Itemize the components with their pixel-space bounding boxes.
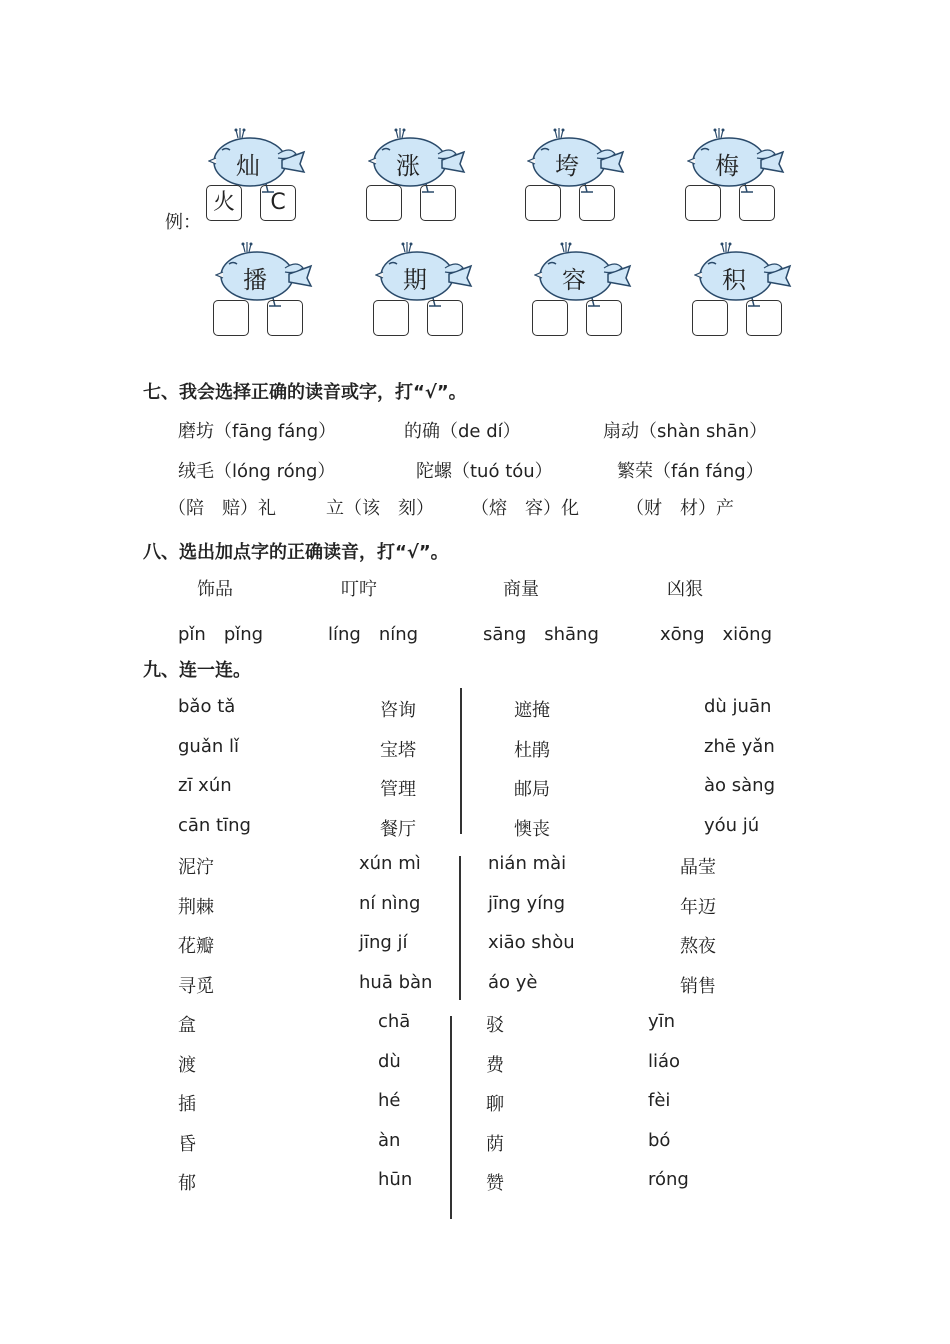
s7-item[interactable]: （陪 赔）礼 [168, 498, 276, 519]
bird-character: 积 [722, 266, 746, 294]
match-item[interactable]: dù [378, 1050, 401, 1072]
s7-item[interactable]: 立（该 刻） [326, 498, 434, 519]
answer-box[interactable] [213, 300, 249, 336]
answer-box[interactable] [427, 300, 463, 336]
match-item[interactable]: 寻觅 [178, 975, 214, 997]
s7-item[interactable]: （熔 容）化 [471, 498, 579, 519]
section7-title: 七、我会选择正确的读音或字，打“√”。 [143, 382, 467, 403]
match-item[interactable]: jīng yíng [488, 892, 566, 914]
match-item[interactable]: 赞 [486, 1173, 504, 1194]
match-item[interactable]: dù juān [704, 696, 772, 717]
match-item[interactable]: 泥泞 [178, 857, 214, 878]
s7-item[interactable]: 繁荣（fán fáng） [617, 461, 764, 482]
match-item[interactable]: róng [648, 1169, 689, 1190]
match-item[interactable]: chā [378, 1011, 411, 1032]
s8-word: 凶狠 [667, 579, 703, 600]
match-item[interactable]: áo yè [488, 971, 538, 993]
match-item[interactable]: 咨询 [380, 700, 416, 721]
match-item[interactable]: 熬夜 [680, 936, 716, 957]
s8-word: 叮咛 [341, 579, 377, 600]
divider-line [459, 856, 461, 1000]
match-item[interactable]: nián mài [488, 853, 567, 874]
match-item[interactable]: cān tīng [178, 814, 251, 836]
answer-box[interactable] [746, 300, 782, 336]
match-item[interactable]: liáo [648, 1050, 681, 1072]
section8-title: 八、选出加点字的正确读音，打“√”。 [143, 542, 449, 563]
match-item[interactable]: xiāo shòu [488, 932, 575, 953]
answer-box[interactable] [366, 185, 402, 221]
s7-item[interactable]: 陀螺（tuó tóu） [416, 461, 553, 482]
answer-box[interactable]: 火 [206, 185, 242, 221]
match-item[interactable]: ní nìng [359, 892, 421, 914]
s7-item[interactable]: 扇动（shàn shān） [603, 421, 768, 442]
match-item[interactable]: 花瓣 [178, 936, 214, 957]
s8-word: 商量 [503, 579, 539, 600]
s7-item[interactable]: 的确（de dí） [404, 421, 521, 442]
match-item[interactable]: bǎo tǎ [178, 696, 236, 717]
match-item[interactable]: 懊丧 [514, 818, 550, 840]
match-item[interactable]: 郁 [178, 1173, 196, 1194]
match-item[interactable]: xún mì [359, 853, 421, 874]
match-item[interactable]: 聊 [486, 1094, 504, 1115]
match-item[interactable]: 餐厅 [380, 818, 416, 840]
answer-box[interactable] [739, 185, 775, 221]
match-item[interactable]: 昏 [178, 1133, 196, 1155]
s7-item[interactable]: 绒毛（lóng róng） [178, 461, 336, 482]
answer-box[interactable] [267, 300, 303, 336]
match-item[interactable]: zhē yǎn [704, 735, 775, 757]
section9-title: 九、连一连。 [143, 660, 251, 681]
match-item[interactable]: 荫 [486, 1133, 504, 1155]
match-item[interactable]: 盒 [178, 1015, 196, 1036]
match-item[interactable]: bó [648, 1129, 671, 1151]
s8-pinyin[interactable]: líng níng [328, 624, 419, 645]
s8-pinyin[interactable]: sāng shāng [483, 624, 599, 645]
divider-line [460, 688, 462, 834]
answer-box[interactable] [586, 300, 622, 336]
s7-item[interactable]: （财 材）产 [626, 498, 734, 519]
match-item[interactable]: 年迈 [680, 896, 716, 918]
bird-character: 梅 [715, 152, 739, 180]
match-item[interactable]: guǎn lǐ [178, 735, 239, 757]
bird-character: 期 [403, 266, 427, 294]
answer-box[interactable] [685, 185, 721, 221]
match-item[interactable]: zī xún [178, 775, 232, 796]
answer-box[interactable]: C [260, 185, 296, 221]
match-item[interactable]: fèi [648, 1090, 671, 1111]
match-item[interactable]: 费 [486, 1054, 504, 1076]
s8-pinyin[interactable]: xōng xiōng [660, 624, 772, 645]
match-item[interactable]: 插 [178, 1094, 196, 1115]
match-item[interactable]: 杜鹃 [514, 739, 550, 761]
match-item[interactable]: 荆棘 [178, 896, 214, 918]
bird-character: 容 [562, 266, 586, 294]
match-item[interactable]: 遮掩 [514, 700, 550, 721]
match-item[interactable]: yīn [648, 1011, 676, 1032]
answer-box[interactable] [525, 185, 561, 221]
match-item[interactable]: 管理 [380, 779, 416, 800]
match-item[interactable]: 邮局 [514, 779, 550, 800]
answer-box[interactable] [692, 300, 728, 336]
match-item[interactable]: jīng jí [359, 932, 408, 953]
bird-character: 播 [243, 266, 267, 294]
match-item[interactable]: 渡 [178, 1054, 196, 1076]
example-label: 例： [165, 212, 201, 233]
match-item[interactable]: huā bàn [359, 971, 433, 993]
match-item[interactable]: àn [378, 1129, 401, 1151]
answer-box[interactable] [579, 185, 615, 221]
match-item[interactable]: ào sàng [704, 775, 776, 796]
answer-box[interactable] [420, 185, 456, 221]
bird-character: 垮 [555, 152, 579, 180]
s8-word: 饰品 [197, 579, 233, 600]
match-item[interactable]: 销售 [680, 975, 716, 997]
match-item[interactable]: 驳 [486, 1015, 504, 1036]
bird-character: 涨 [396, 152, 420, 180]
divider-line [450, 1016, 452, 1219]
match-item[interactable]: 宝塔 [380, 739, 416, 761]
bird-character: 灿 [236, 152, 260, 180]
match-item[interactable]: yóu jú [704, 814, 760, 836]
match-item[interactable]: hé [378, 1090, 401, 1111]
match-item[interactable]: hūn [378, 1169, 413, 1190]
answer-box[interactable] [532, 300, 568, 336]
s8-pinyin[interactable]: pǐn pǐng [178, 624, 264, 645]
answer-box[interactable] [373, 300, 409, 336]
match-item[interactable]: 晶莹 [680, 857, 716, 878]
s7-item[interactable]: 磨坊（fāng fáng） [178, 421, 337, 442]
